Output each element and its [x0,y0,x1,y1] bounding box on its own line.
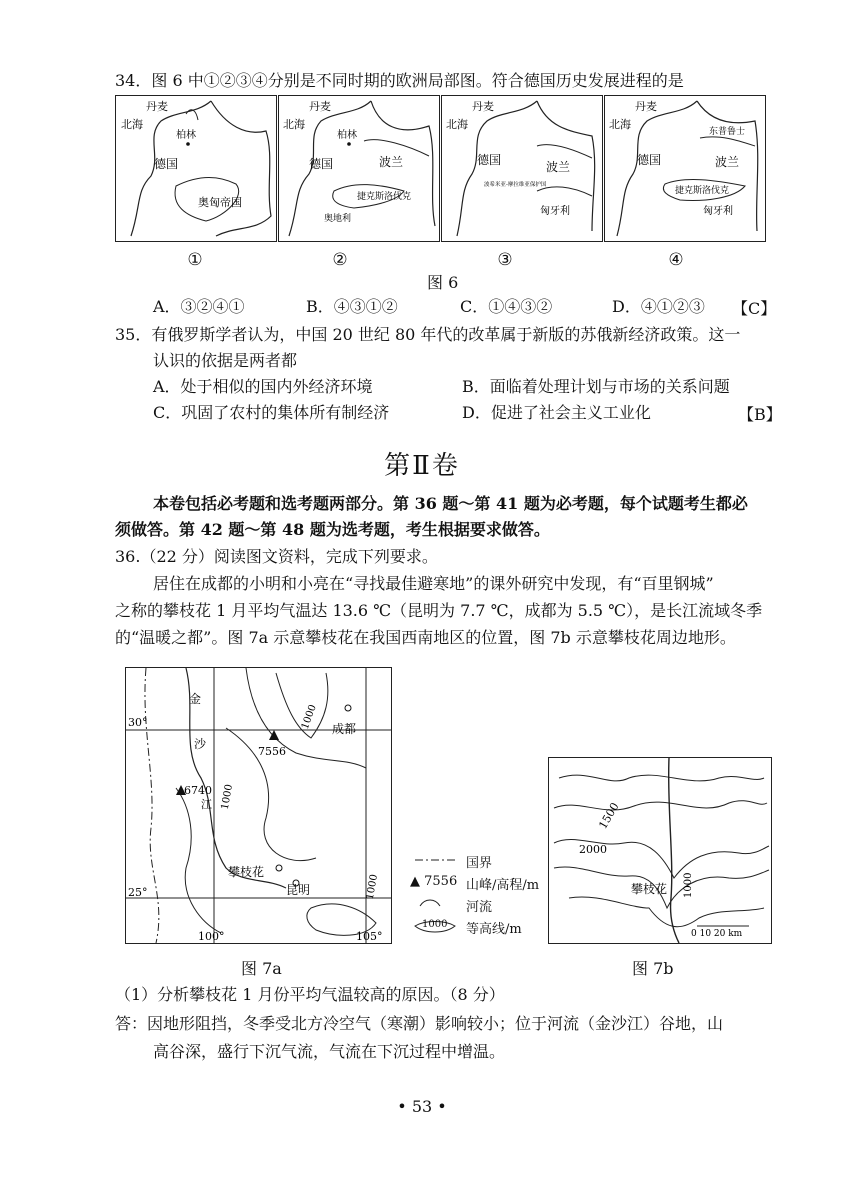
map2-label-denmark: 丹麦 [309,100,331,113]
europe-map-2-drawing [279,96,439,241]
map2-label-czechoslovakia: 捷克斯洛伐克 [357,192,412,202]
legend-contour-value: 1000 [422,919,448,930]
europe-map-2 [278,95,440,242]
map7a-label-kunming: 昆明 [286,883,311,897]
legend-border-label: 国界 [466,856,493,871]
map2-label-germany: 德国 [309,157,334,171]
map3-label-germany: 德国 [477,153,502,167]
map-number-4: ④ [668,250,684,270]
map4-label-hungary: 匈牙利 [703,206,733,217]
section-intro-line2: 须做答。第 42 题～第 48 题为选考题，考生根据要求做答。 [115,520,550,539]
q36-stem: 36.（22 分）阅读图文资料，完成下列要求。 [115,547,438,566]
q35-option-c: C．巩固了农村的集体所有制经济 [153,403,390,422]
europe-map-3 [441,95,603,242]
map-7a-legend [410,850,540,940]
map-7b [548,757,772,944]
map7a-label-peak-7556: 7556 [258,745,286,758]
map1-label-north-sea: 北海 [121,118,143,131]
legend-river-label: 河流 [466,900,493,915]
map7b-label-2000: 2000 [579,843,607,856]
europe-map-4 [604,95,766,242]
page-number: • 53 • [397,1097,447,1116]
map1-label-berlin: 柏林 [176,130,196,141]
map7a-label-contour-1000c: 1000 [364,873,381,901]
map7b-scale: 0 10 20 km [691,929,743,939]
q34-option-a: A．③②④① [153,297,245,316]
figure-7a-caption: 图 7a [241,959,282,978]
map4-label-poland: 波兰 [715,155,740,169]
q35-answer: 【B】 [738,405,782,424]
map4-label-germany: 德国 [637,153,662,167]
map4-label-czechoslovakia: 捷克斯洛伐克 [675,186,730,196]
map7a-label-lat30: 30° [128,716,148,729]
map-number-2: ② [332,250,348,270]
map7b-label-1500: 1500 [596,800,622,832]
map2-label-berlin: 柏林 [337,130,357,141]
q36-para-line3: 的“温暖之都”。图 7a 示意攀枝花在我国西南地区的位置，图 7b 示意攀枝花周边地形。 [115,628,736,647]
legend-contour-label: 等高线/m [466,922,522,937]
map2-label-north-sea: 北海 [283,118,305,131]
map4-label-east-prussia: 东普鲁士 [709,127,746,137]
map7a-label-chengdu: 成都 [332,722,357,736]
map-number-1: ① [187,250,203,270]
map7a-label-sha: 沙 [194,737,207,751]
map7a-label-contour-1000b: 1000 [219,783,236,811]
q35-stem-line1: 35．有俄罗斯学者认为，中国 20 世纪 80 年代的改革属于新版的苏俄新经济政策。这一 [115,325,741,344]
map1-label-austria-hungary: 奥匈帝国 [198,196,242,209]
q34-option-d: D．④①②③ [612,297,705,316]
map3-label-hungary: 匈牙利 [540,206,570,217]
map1-label-denmark: 丹麦 [146,100,168,113]
q34-stem: 34．图 6 中①②③④分别是不同时期的欧洲局部图。符合德国历史发展进程的是 [115,71,684,90]
legend-peak-symbol: ▲ 7556 [410,874,458,889]
q35-option-b: B．面临着处理计划与市场的关系问题 [462,377,730,396]
section-title: 第Ⅱ卷 [384,451,460,481]
map7a-label-jin: 金 [189,692,202,706]
map7b-label-panzhihua: 攀枝花 [631,882,668,896]
map3-label-bohemia-moravia: 波希米亚-摩拉维亚保护国 [484,182,547,188]
q36-answer-line1: 答：因地形阻挡，冬季受北方冷空气（寒潮）影响较小；位于河流（金沙江）谷地，山 [115,1014,724,1033]
map2-label-austria: 奥地利 [324,214,352,224]
q34-answer: 【C】 [732,299,777,318]
europe-map-1 [115,95,277,242]
q34-option-b: B．④③①② [306,297,398,316]
europe-map-1-drawing [116,96,276,241]
map-7b-drawing [549,758,771,943]
map7a-label-lat25: 25° [128,886,148,899]
map1-label-germany: 德国 [154,157,179,171]
map3-label-north-sea: 北海 [446,118,468,131]
figure-7b-caption: 图 7b [632,959,674,978]
q35-stem-line2: 认识的依据是两者都 [153,351,298,370]
q35-option-a: A．处于相似的国内外经济环境 [153,377,373,396]
map7a-label-peak-6740: 6740 [184,784,212,797]
europe-map-3-drawing [442,96,602,241]
map4-label-north-sea: 北海 [609,118,631,131]
map7a-label-lon105: 105° [356,930,383,943]
map7a-label-panzhihua: 攀枝花 [228,865,265,879]
figure-6-caption: 图 6 [427,273,459,292]
q36-sub1: （1）分析攀枝花 1 月份平均气温较高的原因。（8 分） [115,985,505,1004]
q36-para-line2: 之称的攀枝花 1 月平均气温达 13.6 ℃（昆明为 7.7 ℃，成都为 5.5 ℃），是长江流域冬季 [115,601,763,620]
europe-map-4-drawing [605,96,765,241]
q35-option-d: D．促进了社会主义工业化 [462,403,651,422]
map7a-label-jiang: 江 [201,798,212,811]
q36-answer-line2: 高谷深，盛行下沉气流，气流在下沉过程中增温。 [153,1042,506,1061]
map2-label-poland: 波兰 [379,155,404,169]
legend-peak-label: 山峰/高程/m [466,878,540,893]
section-intro-line1: 本卷包括必考题和选考题两部分。第 36 题～第 41 题为必考题，每个试题考生都必 [153,494,748,513]
map3-label-denmark: 丹麦 [472,100,494,113]
map7b-label-1000: 1000 [683,872,694,898]
map-number-3: ③ [497,250,513,270]
map-7a-drawing [126,668,391,943]
q34-option-c: C．①④③② [460,297,553,316]
q36-para-line1: 居住在成都的小明和小亮在“寻找最佳避寒地”的课外研究中发现，有“百里钢城” [153,574,714,593]
map-7a [125,667,392,944]
map7a-label-lon100: 100° [198,930,225,943]
map4-label-denmark: 丹麦 [635,100,657,113]
map7a-label-contour-1000a: 1000 [299,703,319,731]
map3-label-poland: 波兰 [546,160,571,174]
